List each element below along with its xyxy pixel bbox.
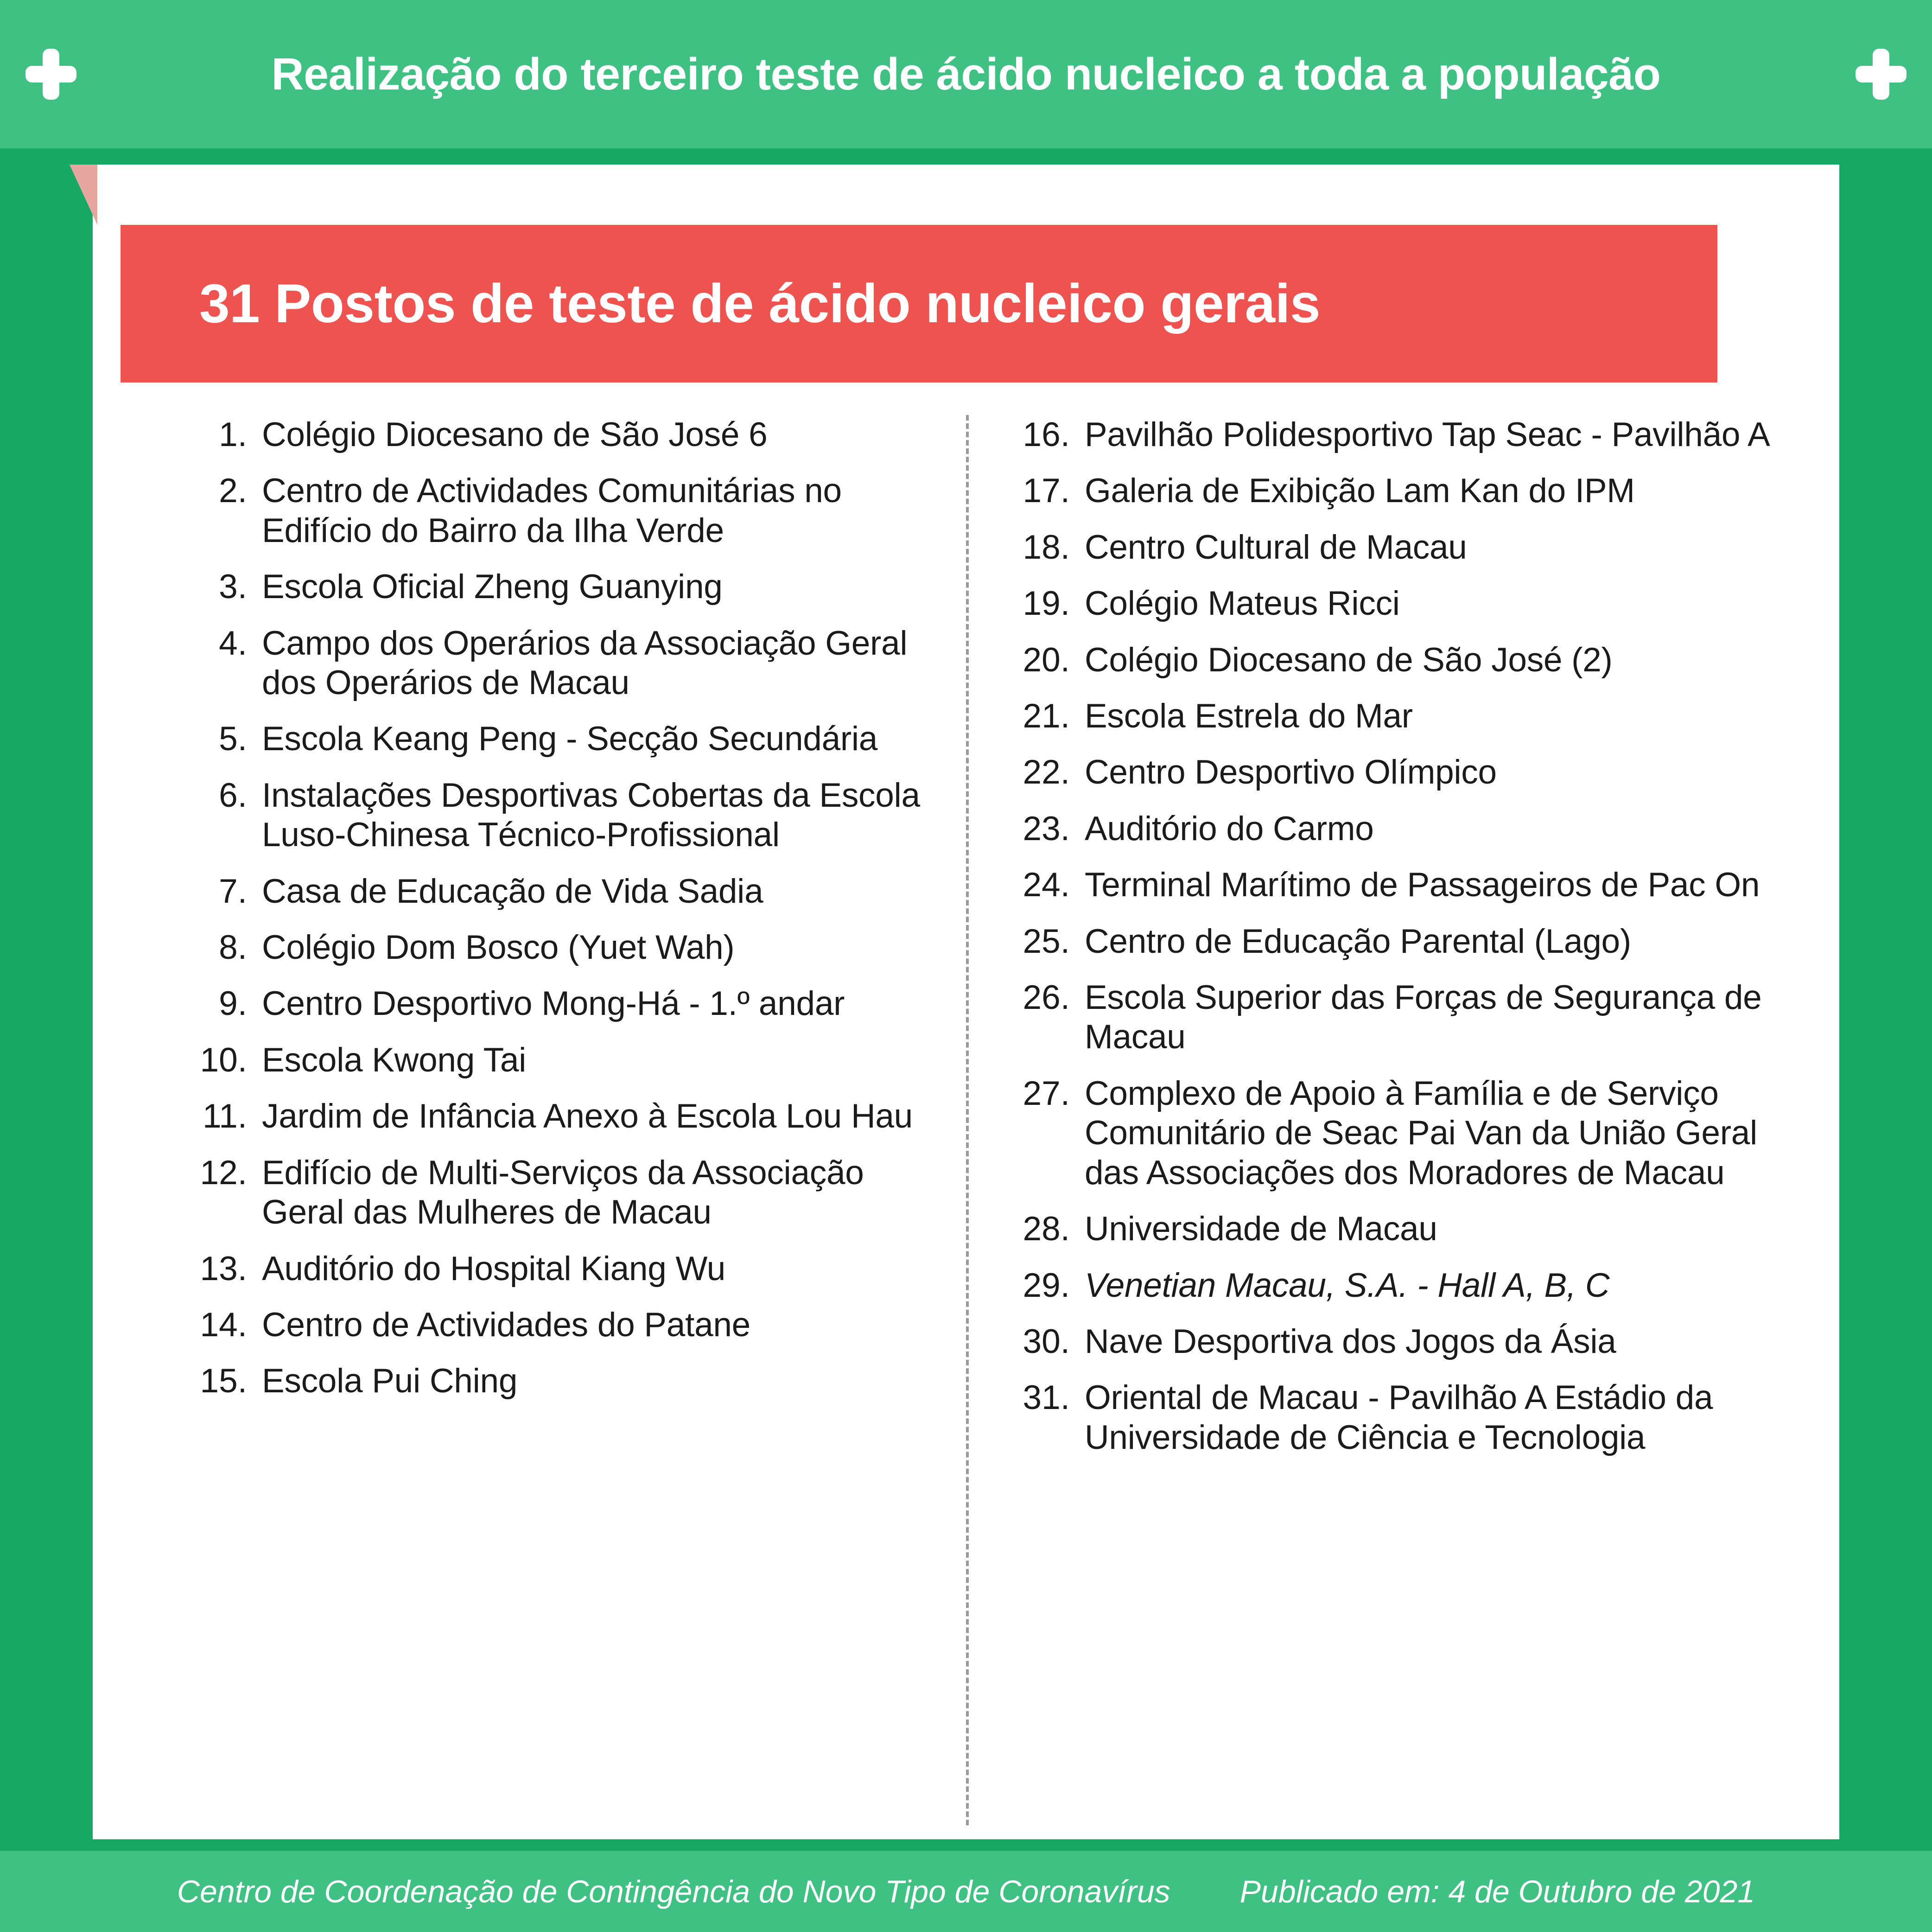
- footer-organization: Centro de Coordenação de Contingência do Novo Tipo de Coronavírus: [177, 1874, 1170, 1909]
- list-item-label: Pavilhão Polidesportivo Tap Seac - Pavilhão A: [1085, 416, 1770, 453]
- testing-sites-list: [93, 415, 1839, 1825]
- list-item-number: 18.: [1023, 528, 1070, 566]
- medical-cross-icon: [25, 49, 76, 100]
- list-item-number: 17.: [1023, 472, 1070, 510]
- list-item: [1022, 1074, 1811, 1192]
- list-item: [1022, 1322, 1811, 1361]
- list-item-label: Instalações Desportivas Cobertas da Escola Luso-Chinesa Técnico-Profissional: [262, 776, 920, 854]
- list-item: [199, 415, 934, 454]
- list-column-right: [966, 415, 1811, 1825]
- list-item: [1022, 752, 1811, 792]
- list-item-number: 28.: [1023, 1210, 1070, 1248]
- list-item-label: Terminal Marítimo de Passageiros de Pac On: [1085, 866, 1760, 904]
- list-item-label: Escola Oficial Zheng Guanying: [262, 568, 723, 606]
- list-item-label: Oriental de Macau - Pavilhão A Estádio da Universidade de Ciência e Tecnologia: [1085, 1379, 1713, 1456]
- list-item: [1022, 584, 1811, 623]
- list-item: [199, 1305, 934, 1345]
- list-item-number: 2.: [219, 472, 247, 510]
- list-item: [1022, 809, 1811, 848]
- list-item-label: Escola Superior das Forças de Segurança de Macau: [1085, 979, 1762, 1056]
- list-item: [199, 719, 934, 759]
- list-item: [199, 567, 934, 606]
- list-item-number: 12.: [200, 1154, 247, 1192]
- list-item-number: 21.: [1023, 697, 1070, 735]
- list-column-left: [121, 415, 966, 1825]
- list-item-label: Auditório do Carmo: [1085, 810, 1374, 848]
- list-item-number: 19.: [1023, 585, 1070, 623]
- list-item-label: Campo dos Operários da Associação Geral dos Operários de Macau: [262, 624, 908, 702]
- list-item-number: 10.: [200, 1041, 247, 1079]
- page-footer: [0, 1851, 1932, 1932]
- list-item: [199, 872, 934, 911]
- list-item-number: 29.: [1023, 1266, 1070, 1304]
- ribbon-fold-decoration: [70, 165, 97, 225]
- list-item-label: Colégio Dom Bosco (Yuet Wah): [262, 929, 735, 967]
- list-item: [199, 1040, 934, 1080]
- list-item: [1022, 471, 1811, 510]
- list-item-label: Complexo de Apoio à Família e de Serviço Comunitário de Seac Pai Van da União Geral das Associações dos Moradores de Macau: [1085, 1074, 1757, 1192]
- section-title: 31 Postos de teste de ácido nucleico gerais: [199, 273, 1321, 334]
- list-item-number: 14.: [200, 1306, 247, 1344]
- content-card: [93, 165, 1839, 1839]
- list-item: [1022, 1209, 1811, 1249]
- list-item: [1022, 528, 1811, 567]
- list-item: [199, 984, 934, 1023]
- footer-published-date: Publicado em: 4 de Outubro de 2021: [1239, 1874, 1755, 1909]
- list-item: [199, 776, 934, 855]
- list-item-number: 3.: [219, 568, 247, 606]
- list-item-number: 7.: [219, 872, 247, 910]
- list-item-number: 31.: [1023, 1379, 1070, 1417]
- list-item-label: Escola Kwong Tai: [262, 1041, 527, 1079]
- list-item-label: Jardim de Infância Anexo à Escola Lou Hau: [262, 1097, 913, 1135]
- list-item-label: Galeria de Exibição Lam Kan do IPM: [1085, 472, 1635, 510]
- list-item: [1022, 922, 1811, 961]
- list-item-label: Nave Desportiva dos Jogos da Ásia: [1085, 1322, 1616, 1360]
- list-item-label: Escola Keang Peng - Secção Secundária: [262, 720, 878, 758]
- list-item-number: 1.: [219, 416, 247, 453]
- list-item-label: Colégio Diocesano de São José (2): [1085, 641, 1613, 679]
- list-item-number: 13.: [200, 1250, 247, 1288]
- list-item-number: 11.: [202, 1097, 247, 1135]
- list-item-label: Universidade de Macau: [1085, 1210, 1437, 1248]
- list-item: [199, 1097, 934, 1136]
- list-item-label: Auditório do Hospital Kiang Wu: [262, 1250, 726, 1288]
- list-item: [199, 928, 934, 967]
- list-item: [199, 624, 934, 703]
- list-item-number: 26.: [1023, 979, 1070, 1017]
- list-item-number: 4.: [219, 624, 247, 662]
- list-item: [1022, 415, 1811, 454]
- list-item: [1022, 865, 1811, 905]
- list-item-number: 20.: [1023, 641, 1070, 679]
- list-item-label: Centro Cultural de Macau: [1085, 528, 1467, 566]
- medical-cross-icon: [1856, 49, 1907, 100]
- section-banner: [121, 225, 1717, 383]
- page-body: [0, 148, 1932, 1851]
- list-item-label: Escola Pui Ching: [262, 1362, 518, 1400]
- list-item-label: Venetian Macau, S.A. - Hall A, B, C: [1085, 1266, 1610, 1304]
- list-item-label: Colégio Mateus Ricci: [1085, 585, 1400, 623]
- list-item-number: 30.: [1023, 1322, 1070, 1360]
- list-item-number: 24.: [1023, 866, 1070, 904]
- list-item-label: Colégio Diocesano de São José 6: [262, 416, 768, 453]
- list-item: [1022, 978, 1811, 1057]
- list-item: [1022, 1266, 1811, 1305]
- list-item-number: 22.: [1023, 753, 1070, 791]
- list-item-number: 25.: [1023, 922, 1070, 960]
- list-item: [199, 1361, 934, 1401]
- list-item: [1022, 640, 1811, 680]
- list-item: [199, 471, 934, 550]
- list-item-label: Centro Desportivo Olímpico: [1085, 753, 1497, 791]
- list-item: [199, 1153, 934, 1232]
- list-item: [199, 1249, 934, 1288]
- list-item-label: Centro de Actividades Comunitárias no Edifício do Bairro da Ilha Verde: [262, 472, 842, 549]
- list-item-number: 8.: [219, 929, 247, 967]
- list-item-label: Centro de Educação Parental (Lago): [1085, 922, 1631, 960]
- list-item-number: 6.: [219, 776, 247, 814]
- page-header: [0, 0, 1932, 148]
- list-item-label: Centro Desportivo Mong-Há - 1.º andar: [262, 985, 845, 1023]
- list-item-label: Edifício de Multi-Serviços da Associação Geral das Mulheres de Macau: [262, 1154, 864, 1231]
- page-title: Realização do terceiro teste de ácido nucleico a toda a população: [271, 48, 1661, 99]
- list-item-number: 23.: [1023, 810, 1070, 848]
- list-item-label: Escola Estrela do Mar: [1085, 697, 1413, 735]
- list-item-number: 5.: [219, 720, 247, 758]
- list-item-number: 27.: [1023, 1074, 1070, 1112]
- list-item: [1022, 1378, 1811, 1457]
- list-item-label: Casa de Educação de Vida Sadia: [262, 872, 763, 910]
- list-item-number: 9.: [219, 985, 247, 1023]
- list-item-label: Centro de Actividades do Patane: [262, 1306, 750, 1344]
- list-item-number: 15.: [200, 1362, 247, 1400]
- list-item-number: 16.: [1023, 416, 1070, 453]
- list-item: [1022, 696, 1811, 736]
